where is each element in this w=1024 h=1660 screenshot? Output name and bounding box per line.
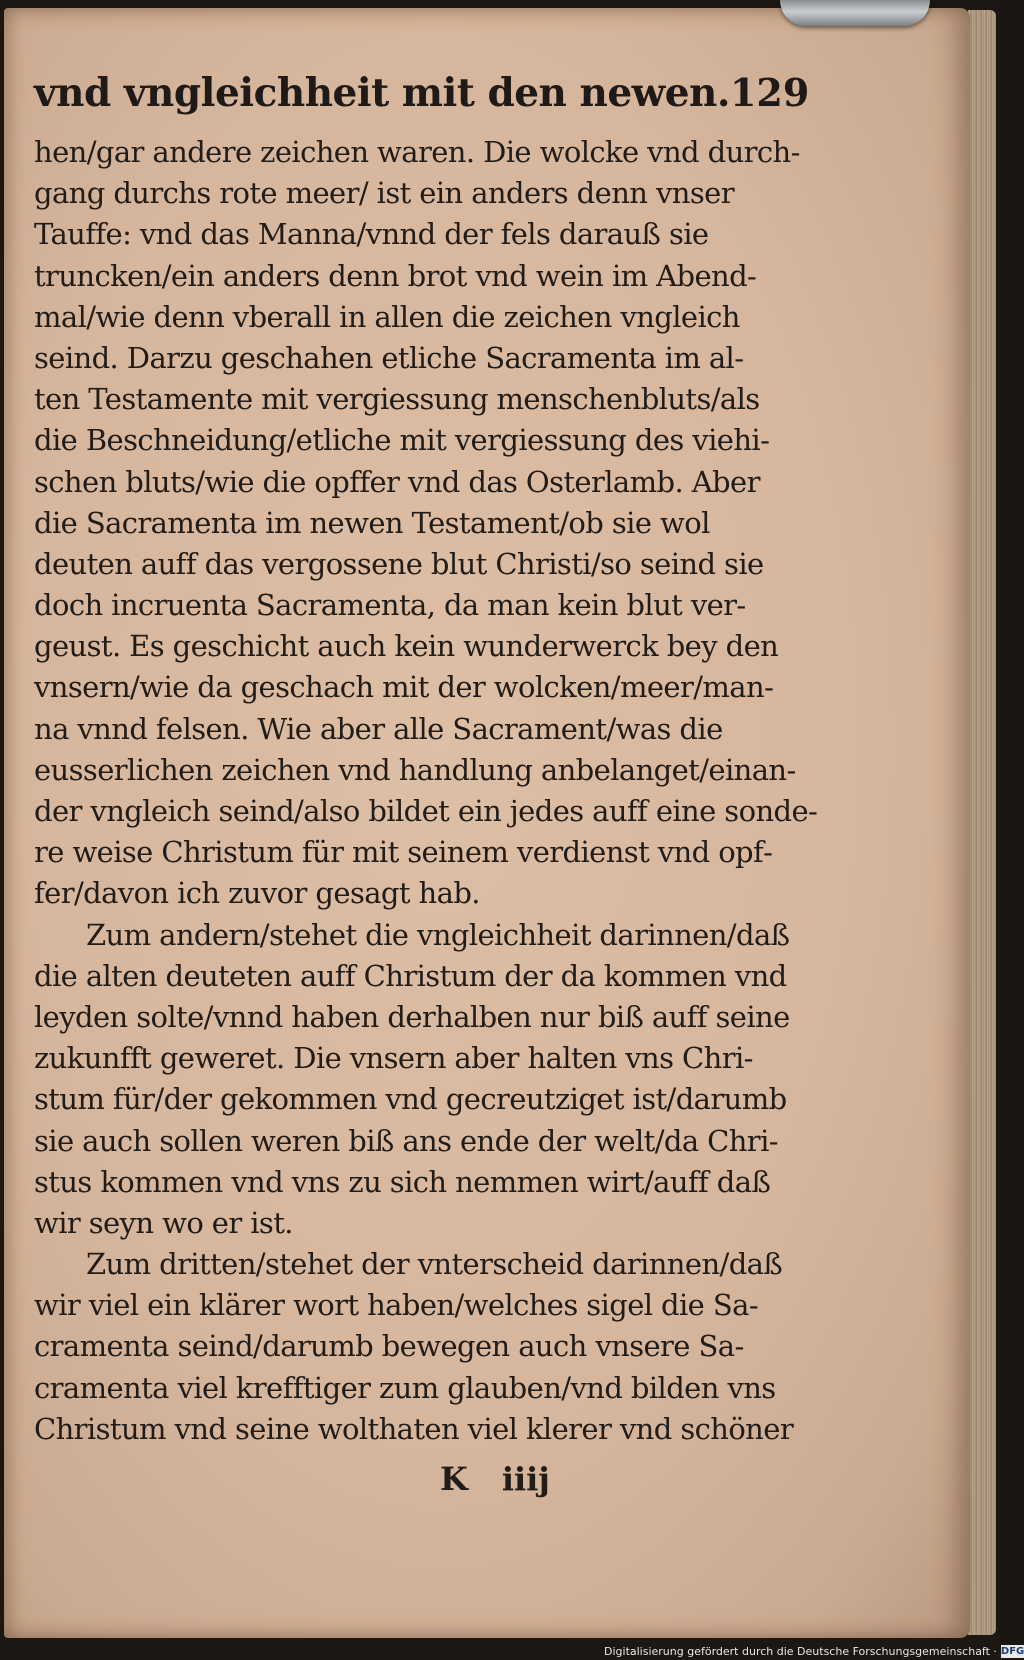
signature-mark [440, 1460, 640, 1504]
text-line: vnsern/wie da geschach mit der wolcken/meer/man‑ [34, 670, 774, 705]
text-line: die alten deuteten auff Christum der da kommen vnd [34, 958, 787, 993]
body-text [34, 132, 818, 1450]
text-line: na vnnd felsen. Wie aber alle Sacrament/was die [34, 711, 723, 746]
text-line: Christum vnd seine wolthaten viel klerer vnd schöner [34, 1411, 794, 1446]
digitization-credit [604, 1642, 1024, 1660]
text-line: zukunfft geweret. Die vnsern aber halten vns Chri‑ [34, 1041, 753, 1076]
paragraph-start-line: Zum dritten/stehet der vnterscheid darinnen/daß [86, 1247, 783, 1282]
text-line: cramenta seind/darumb bewegen auch vnsere Sa‑ [34, 1329, 744, 1364]
text-line: geust. Es geschicht auch kein wunderwerck bey den [34, 629, 779, 664]
dfg-logo-icon: DFG [1000, 1645, 1024, 1657]
text-line: re weise Christum für mit seinem verdienst vnd opf‑ [34, 835, 773, 870]
text-line: die Beschneidung/etliche mit vergiessung des viehi‑ [34, 423, 770, 458]
text-line: gang durchs rote meer/ ist ein anders denn vnser [34, 176, 734, 211]
signature-number: iiij [501, 1460, 550, 1498]
text-line: die Sacramenta im newen Testament/ob sie wol [34, 505, 710, 540]
page-number: 129 [729, 70, 810, 115]
text-line: sie auch sollen weren biß ans ende der welt/da Chri‑ [34, 1123, 778, 1158]
credit-text: Digitalisierung gefördert durch die Deutsche Forschungsgemeinschaft · [604, 1644, 997, 1658]
text-line: Tauffe: vnd das Manna/vnnd der fels darauß sie [34, 217, 709, 252]
running-title: vnd vngleichheit mit den newen. [34, 70, 730, 116]
text-line: seind. Darzu geschahen etliche Sacramenta im al‑ [34, 340, 744, 375]
metal-clip [780, 0, 930, 26]
text-line: mal/wie denn vberall in allen die zeichen vngleich [34, 299, 740, 334]
text-line: deuten auff das vergossene blut Christi/so seind sie [34, 546, 764, 581]
text-line: wir viel ein klärer wort haben/welches sigel die Sa‑ [34, 1288, 759, 1323]
text-line: hen/gar andere zeichen waren. Die wolcke vnd durch‑ [34, 135, 800, 169]
text-line: wir seyn wo er ist. [34, 1205, 293, 1240]
text-line: truncken/ein anders denn brot vnd wein im Abend‑ [34, 258, 757, 293]
text-line: der vngleich seind/also bildet ein jedes auff eine sonde‑ [34, 794, 818, 828]
page-edge [968, 10, 996, 1635]
text-line: leyden solte/vnnd haben derhalben nur biß auff seine [34, 999, 790, 1034]
paragraph-start-line: Zum andern/stehet die vngleichheit darinnen/daß [86, 917, 790, 952]
text-line: eusserlichen zeichen vnd handlung anbelanget/einan‑ [34, 752, 796, 787]
text-line: doch incruenta Sacramenta, da man kein blut ver‑ [34, 588, 746, 623]
signature-letter: K [440, 1460, 468, 1498]
text-line: stus kommen vnd vns zu sich nemmen wirt/auff daß [34, 1164, 771, 1199]
text-line: stum für/der gekommen vnd gecreutziget ist/darumb [34, 1082, 787, 1117]
text-line: ten Testamente mit vergiessung menschenbluts/als [34, 382, 760, 417]
text-line: cramenta viel krefftiger zum glauben/vnd bilden vns [34, 1370, 776, 1405]
text-line: fer/davon ich zuvor gesagt hab. [34, 876, 480, 911]
text-line: schen bluts/wie die opffer vnd das Osterlamb. Aber [34, 464, 760, 499]
page-header [34, 70, 810, 120]
